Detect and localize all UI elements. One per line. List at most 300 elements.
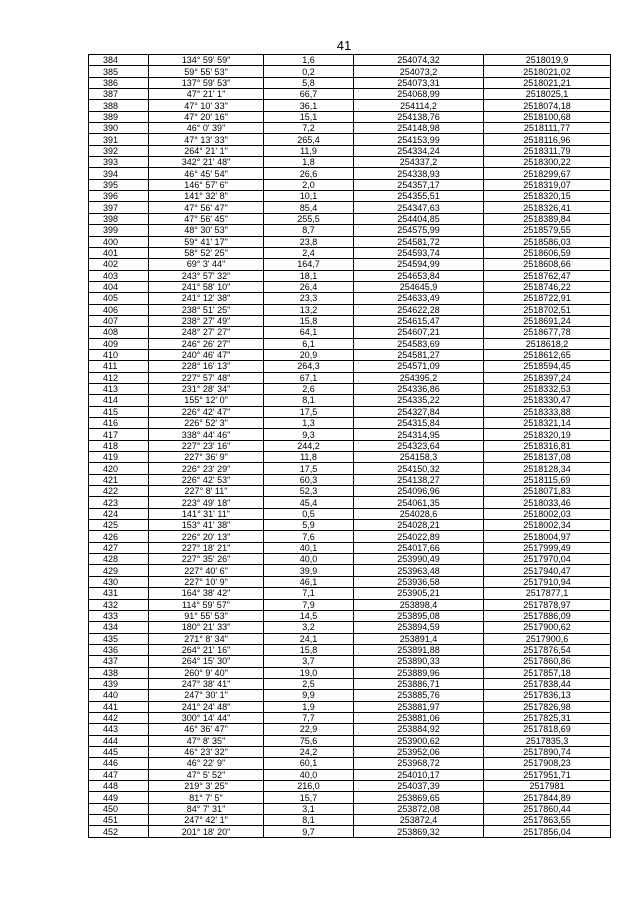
bearing-cell: 91° 55' 53"	[149, 610, 264, 621]
point-number-cell: 390	[89, 123, 149, 134]
bearing-cell: 243° 57' 32"	[149, 270, 264, 281]
point-number-cell: 405	[89, 293, 149, 304]
point-number-cell: 446	[89, 758, 149, 769]
bearing-cell: 47° 21' 1"	[149, 89, 264, 100]
y-coordinate-cell: 2518115,69	[484, 474, 611, 485]
y-coordinate-cell: 2518320,15	[484, 191, 611, 202]
table-row	[89, 815, 611, 826]
table-row	[89, 758, 611, 769]
point-number-cell: 451	[89, 815, 149, 826]
table-row	[89, 168, 611, 179]
point-number-cell: 449	[89, 792, 149, 803]
bearing-cell: 219° 3' 25"	[149, 781, 264, 792]
x-coordinate-cell: 254395,2	[354, 372, 484, 383]
point-number-cell: 444	[89, 735, 149, 746]
length-cell: 19,0	[264, 667, 354, 678]
table-row	[89, 270, 611, 281]
length-cell: 6,1	[264, 338, 354, 349]
y-coordinate-cell: 2518299,67	[484, 168, 611, 179]
point-number-cell: 439	[89, 678, 149, 689]
y-coordinate-cell: 2518702,51	[484, 304, 611, 315]
bearing-cell: 226° 42' 47"	[149, 406, 264, 417]
table-row	[89, 225, 611, 236]
x-coordinate-cell: 254575,99	[354, 225, 484, 236]
x-coordinate-cell: 254017,66	[354, 542, 484, 553]
x-coordinate-cell: 254138,76	[354, 111, 484, 122]
point-number-cell: 413	[89, 383, 149, 394]
x-coordinate-cell: 253936,58	[354, 576, 484, 587]
length-cell: 23,3	[264, 293, 354, 304]
x-coordinate-cell: 253952,06	[354, 746, 484, 757]
point-number-cell: 415	[89, 406, 149, 417]
point-number-cell: 421	[89, 474, 149, 485]
bearing-cell: 247° 30' 1"	[149, 690, 264, 701]
table-row	[89, 610, 611, 621]
point-number-cell: 438	[89, 667, 149, 678]
x-coordinate-cell: 254314,95	[354, 429, 484, 440]
length-cell: 60,1	[264, 758, 354, 769]
bearing-cell: 227° 8' 11"	[149, 486, 264, 497]
bearing-cell: 146° 57' 6"	[149, 179, 264, 190]
length-cell: 10,1	[264, 191, 354, 202]
table-row	[89, 213, 611, 224]
bearing-cell: 141° 32' 8"	[149, 191, 264, 202]
length-cell: 20,9	[264, 349, 354, 360]
table-row	[89, 701, 611, 712]
length-cell: 3,1	[264, 803, 354, 814]
table-row	[89, 281, 611, 292]
table-row	[89, 418, 611, 429]
bearing-cell: 227° 23' 16"	[149, 440, 264, 451]
x-coordinate-cell: 254037,39	[354, 781, 484, 792]
bearing-cell: 264° 15' 30"	[149, 656, 264, 667]
y-coordinate-cell: 2518722,91	[484, 293, 611, 304]
point-number-cell: 420	[89, 463, 149, 474]
bearing-cell: 47° 20' 16"	[149, 111, 264, 122]
length-cell: 7,7	[264, 712, 354, 723]
point-number-cell: 440	[89, 690, 149, 701]
bearing-cell: 137° 59' 53"	[149, 77, 264, 88]
length-cell: 7,6	[264, 531, 354, 542]
coordinates-table	[88, 54, 611, 838]
length-cell: 67,1	[264, 372, 354, 383]
table-row	[89, 735, 611, 746]
y-coordinate-cell: 2517863,55	[484, 815, 611, 826]
y-coordinate-cell: 2517857,18	[484, 667, 611, 678]
y-coordinate-cell: 2517825,31	[484, 712, 611, 723]
length-cell: 8,1	[264, 395, 354, 406]
bearing-cell: 227° 57' 48"	[149, 372, 264, 383]
x-coordinate-cell: 253891,4	[354, 633, 484, 644]
bearing-cell: 226° 23' 29"	[149, 463, 264, 474]
length-cell: 3,2	[264, 622, 354, 633]
y-coordinate-cell: 2517900,62	[484, 622, 611, 633]
x-coordinate-cell: 254158,3	[354, 452, 484, 463]
bearing-cell: 248° 27' 27"	[149, 327, 264, 338]
length-cell: 13,2	[264, 304, 354, 315]
length-cell: 7,1	[264, 588, 354, 599]
table-row	[89, 191, 611, 202]
x-coordinate-cell: 254593,74	[354, 247, 484, 258]
point-number-cell: 452	[89, 826, 149, 837]
y-coordinate-cell: 2518137,08	[484, 452, 611, 463]
y-coordinate-cell: 2517981	[484, 781, 611, 792]
x-coordinate-cell: 254337,2	[354, 157, 484, 168]
length-cell: 164,7	[264, 259, 354, 270]
length-cell: 40,0	[264, 769, 354, 780]
y-coordinate-cell: 2518608,66	[484, 259, 611, 270]
bearing-cell: 223° 49' 18"	[149, 497, 264, 508]
x-coordinate-cell: 253890,33	[354, 656, 484, 667]
length-cell: 216,0	[264, 781, 354, 792]
bearing-cell: 164° 38' 42"	[149, 588, 264, 599]
table-row	[89, 361, 611, 372]
x-coordinate-cell: 254615,47	[354, 315, 484, 326]
length-cell: 17,5	[264, 406, 354, 417]
y-coordinate-cell: 2518128,34	[484, 463, 611, 474]
y-coordinate-cell: 2518594,45	[484, 361, 611, 372]
x-coordinate-cell: 253872,4	[354, 815, 484, 826]
x-coordinate-cell: 253881,97	[354, 701, 484, 712]
x-coordinate-cell: 254114,2	[354, 100, 484, 111]
bearing-cell: 264° 21' 16"	[149, 644, 264, 655]
table-row	[89, 66, 611, 77]
x-coordinate-cell: 253884,92	[354, 724, 484, 735]
point-number-cell: 423	[89, 497, 149, 508]
point-number-cell: 400	[89, 236, 149, 247]
x-coordinate-cell: 254153,99	[354, 134, 484, 145]
length-cell: 1,6	[264, 55, 354, 66]
x-coordinate-cell: 254581,72	[354, 236, 484, 247]
y-coordinate-cell: 2518316,81	[484, 440, 611, 451]
table-row	[89, 633, 611, 644]
bearing-cell: 180° 21' 33"	[149, 622, 264, 633]
point-number-cell: 418	[89, 440, 149, 451]
table-row	[89, 429, 611, 440]
table-row	[89, 247, 611, 258]
y-coordinate-cell: 2518074,18	[484, 100, 611, 111]
point-number-cell: 445	[89, 746, 149, 757]
y-coordinate-cell: 2518021,02	[484, 66, 611, 77]
point-number-cell: 384	[89, 55, 149, 66]
x-coordinate-cell: 254355,51	[354, 191, 484, 202]
point-number-cell: 391	[89, 134, 149, 145]
point-number-cell: 419	[89, 452, 149, 463]
length-cell: 23,8	[264, 236, 354, 247]
x-coordinate-cell: 254571,09	[354, 361, 484, 372]
point-number-cell: 402	[89, 259, 149, 270]
x-coordinate-cell: 254073,31	[354, 77, 484, 88]
length-cell: 264,3	[264, 361, 354, 372]
bearing-cell: 46° 36' 47"	[149, 724, 264, 735]
y-coordinate-cell: 2517835,3	[484, 735, 611, 746]
point-number-cell: 436	[89, 644, 149, 655]
length-cell: 75,6	[264, 735, 354, 746]
y-coordinate-cell: 2518397,24	[484, 372, 611, 383]
length-cell: 36,1	[264, 100, 354, 111]
y-coordinate-cell: 2517836,13	[484, 690, 611, 701]
bearing-cell: 69° 3' 44"	[149, 259, 264, 270]
bearing-cell: 338° 44' 46"	[149, 429, 264, 440]
bearing-cell: 114° 59' 57"	[149, 599, 264, 610]
bearing-cell: 58° 52' 25"	[149, 247, 264, 258]
bearing-cell: 342° 21' 48"	[149, 157, 264, 168]
x-coordinate-cell: 253895,08	[354, 610, 484, 621]
x-coordinate-cell: 253872,08	[354, 803, 484, 814]
x-coordinate-cell: 254357,17	[354, 179, 484, 190]
table-row	[89, 576, 611, 587]
length-cell: 2,6	[264, 383, 354, 394]
coordinates-table-body	[89, 55, 611, 838]
bearing-cell: 247° 42' 1"	[149, 815, 264, 826]
point-number-cell: 450	[89, 803, 149, 814]
bearing-cell: 241° 12' 38"	[149, 293, 264, 304]
page-number: 41	[336, 38, 352, 53]
length-cell: 14,5	[264, 610, 354, 621]
y-coordinate-cell: 2517908,23	[484, 758, 611, 769]
bearing-cell: 227° 40' 6"	[149, 565, 264, 576]
table-row	[89, 769, 611, 780]
y-coordinate-cell: 2517999,49	[484, 542, 611, 553]
point-number-cell: 443	[89, 724, 149, 735]
y-coordinate-cell: 2517860,86	[484, 656, 611, 667]
point-number-cell: 396	[89, 191, 149, 202]
x-coordinate-cell: 253963,48	[354, 565, 484, 576]
point-number-cell: 435	[89, 633, 149, 644]
bearing-cell: 201° 18' 20"	[149, 826, 264, 837]
x-coordinate-cell: 254404,85	[354, 213, 484, 224]
table-row	[89, 55, 611, 66]
point-number-cell: 387	[89, 89, 149, 100]
y-coordinate-cell: 2518004,97	[484, 531, 611, 542]
table-row	[89, 406, 611, 417]
bearing-cell: 300° 14' 44"	[149, 712, 264, 723]
length-cell: 8,1	[264, 815, 354, 826]
x-coordinate-cell: 254335,22	[354, 395, 484, 406]
y-coordinate-cell: 2517877,1	[484, 588, 611, 599]
length-cell: 8,7	[264, 225, 354, 236]
x-coordinate-cell: 254073,2	[354, 66, 484, 77]
x-coordinate-cell: 254338,93	[354, 168, 484, 179]
point-number-cell: 394	[89, 168, 149, 179]
y-coordinate-cell: 2518691,24	[484, 315, 611, 326]
y-coordinate-cell: 2518579,55	[484, 225, 611, 236]
y-coordinate-cell: 2518025,1	[484, 89, 611, 100]
x-coordinate-cell: 253990,49	[354, 554, 484, 565]
length-cell: 0,2	[264, 66, 354, 77]
x-coordinate-cell: 253891,88	[354, 644, 484, 655]
y-coordinate-cell: 2518618,2	[484, 338, 611, 349]
bearing-cell: 264° 21' 1"	[149, 145, 264, 156]
y-coordinate-cell: 2518612,65	[484, 349, 611, 360]
length-cell: 24,1	[264, 633, 354, 644]
length-cell: 26,6	[264, 168, 354, 179]
bearing-cell: 227° 36' 9"	[149, 452, 264, 463]
length-cell: 15,8	[264, 644, 354, 655]
length-cell: 15,1	[264, 111, 354, 122]
point-number-cell: 447	[89, 769, 149, 780]
table-row	[89, 542, 611, 553]
point-number-cell: 408	[89, 327, 149, 338]
x-coordinate-cell: 254594,99	[354, 259, 484, 270]
table-row	[89, 724, 611, 735]
point-number-cell: 426	[89, 531, 149, 542]
bearing-cell: 227° 10' 9"	[149, 576, 264, 587]
x-coordinate-cell: 254028,6	[354, 508, 484, 519]
bearing-cell: 227° 18' 21"	[149, 542, 264, 553]
table-row	[89, 588, 611, 599]
bearing-cell: 226° 20' 13"	[149, 531, 264, 542]
y-coordinate-cell: 2518111,77	[484, 123, 611, 134]
length-cell: 7,9	[264, 599, 354, 610]
x-coordinate-cell: 254653,84	[354, 270, 484, 281]
point-number-cell: 432	[89, 599, 149, 610]
table-row	[89, 792, 611, 803]
y-coordinate-cell: 2518116,96	[484, 134, 611, 145]
y-coordinate-cell: 2517886,09	[484, 610, 611, 621]
table-row	[89, 304, 611, 315]
x-coordinate-cell: 254138,27	[354, 474, 484, 485]
point-number-cell: 427	[89, 542, 149, 553]
y-coordinate-cell: 2518321,14	[484, 418, 611, 429]
x-coordinate-cell: 254633,49	[354, 293, 484, 304]
bearing-cell: 240° 46' 47"	[149, 349, 264, 360]
bearing-cell: 271° 8' 34"	[149, 633, 264, 644]
y-coordinate-cell: 2518071,83	[484, 486, 611, 497]
length-cell: 11,8	[264, 452, 354, 463]
table-row	[89, 338, 611, 349]
table-row	[89, 667, 611, 678]
y-coordinate-cell: 2518606,59	[484, 247, 611, 258]
bearing-cell: 155° 12' 0"	[149, 395, 264, 406]
bearing-cell: 84° 7' 31"	[149, 803, 264, 814]
table-row	[89, 803, 611, 814]
x-coordinate-cell: 253889,96	[354, 667, 484, 678]
length-cell: 15,7	[264, 792, 354, 803]
table-row	[89, 145, 611, 156]
length-cell: 1,8	[264, 157, 354, 168]
x-coordinate-cell: 254622,28	[354, 304, 484, 315]
bearing-cell: 59° 55' 53"	[149, 66, 264, 77]
y-coordinate-cell: 2517910,94	[484, 576, 611, 587]
bearing-cell: 46° 45' 54"	[149, 168, 264, 179]
bearing-cell: 48° 30' 53"	[149, 225, 264, 236]
x-coordinate-cell: 254150,32	[354, 463, 484, 474]
table-row	[89, 349, 611, 360]
y-coordinate-cell: 2517951,71	[484, 769, 611, 780]
point-number-cell: 410	[89, 349, 149, 360]
x-coordinate-cell: 254583,69	[354, 338, 484, 349]
point-number-cell: 388	[89, 100, 149, 111]
length-cell: 15,8	[264, 315, 354, 326]
y-coordinate-cell: 2518319,07	[484, 179, 611, 190]
table-row	[89, 395, 611, 406]
bearing-cell: 47° 13' 33"	[149, 134, 264, 145]
bearing-cell: 47° 56' 47"	[149, 202, 264, 213]
y-coordinate-cell: 2517940,47	[484, 565, 611, 576]
y-coordinate-cell: 2518002,03	[484, 508, 611, 519]
bearing-cell: 241° 58' 10"	[149, 281, 264, 292]
x-coordinate-cell: 254581,27	[354, 349, 484, 360]
point-number-cell: 425	[89, 520, 149, 531]
bearing-cell: 47° 5' 52"	[149, 769, 264, 780]
table-row	[89, 565, 611, 576]
bearing-cell: 228° 16' 13"	[149, 361, 264, 372]
point-number-cell: 385	[89, 66, 149, 77]
y-coordinate-cell: 2518019,9	[484, 55, 611, 66]
table-row	[89, 259, 611, 270]
point-number-cell: 434	[89, 622, 149, 633]
bearing-cell: 46° 0' 39"	[149, 123, 264, 134]
x-coordinate-cell: 254347,63	[354, 202, 484, 213]
point-number-cell: 431	[89, 588, 149, 599]
x-coordinate-cell: 253898,4	[354, 599, 484, 610]
point-number-cell: 412	[89, 372, 149, 383]
x-coordinate-cell: 253869,32	[354, 826, 484, 837]
length-cell: 11,9	[264, 145, 354, 156]
y-coordinate-cell: 2517818,69	[484, 724, 611, 735]
y-coordinate-cell: 2518033,46	[484, 497, 611, 508]
length-cell: 45,4	[264, 497, 354, 508]
length-cell: 39,9	[264, 565, 354, 576]
point-number-cell: 448	[89, 781, 149, 792]
length-cell: 7,2	[264, 123, 354, 134]
length-cell: 40,1	[264, 542, 354, 553]
y-coordinate-cell: 2517826,98	[484, 701, 611, 712]
point-number-cell: 406	[89, 304, 149, 315]
y-coordinate-cell: 2518677,78	[484, 327, 611, 338]
bearing-cell: 260° 9' 40"	[149, 667, 264, 678]
y-coordinate-cell: 2517856,04	[484, 826, 611, 837]
x-coordinate-cell: 254327,84	[354, 406, 484, 417]
y-coordinate-cell: 2518389,84	[484, 213, 611, 224]
table-row	[89, 554, 611, 565]
point-number-cell: 397	[89, 202, 149, 213]
length-cell: 1,3	[264, 418, 354, 429]
table-row	[89, 327, 611, 338]
point-number-cell: 411	[89, 361, 149, 372]
point-number-cell: 404	[89, 281, 149, 292]
table-row	[89, 77, 611, 88]
x-coordinate-cell: 253869,65	[354, 792, 484, 803]
table-row	[89, 599, 611, 610]
point-number-cell: 393	[89, 157, 149, 168]
table-row	[89, 644, 611, 655]
y-coordinate-cell: 2518300,22	[484, 157, 611, 168]
y-coordinate-cell: 2518762,47	[484, 270, 611, 281]
bearing-cell: 238° 51' 25"	[149, 304, 264, 315]
bearing-cell: 227° 35' 26"	[149, 554, 264, 565]
table-row	[89, 157, 611, 168]
length-cell: 2,0	[264, 179, 354, 190]
length-cell: 2,5	[264, 678, 354, 689]
point-number-cell: 414	[89, 395, 149, 406]
bearing-cell: 59° 41' 17"	[149, 236, 264, 247]
y-coordinate-cell: 2518586,03	[484, 236, 611, 247]
x-coordinate-cell: 254028,21	[354, 520, 484, 531]
x-coordinate-cell: 254334,24	[354, 145, 484, 156]
y-coordinate-cell: 2517838,44	[484, 678, 611, 689]
point-number-cell: 407	[89, 315, 149, 326]
point-number-cell: 437	[89, 656, 149, 667]
point-number-cell: 403	[89, 270, 149, 281]
x-coordinate-cell: 254010,17	[354, 769, 484, 780]
bearing-cell: 46° 22' 9"	[149, 758, 264, 769]
table-row	[89, 123, 611, 134]
length-cell: 255,5	[264, 213, 354, 224]
table-row	[89, 315, 611, 326]
table-row	[89, 656, 611, 667]
